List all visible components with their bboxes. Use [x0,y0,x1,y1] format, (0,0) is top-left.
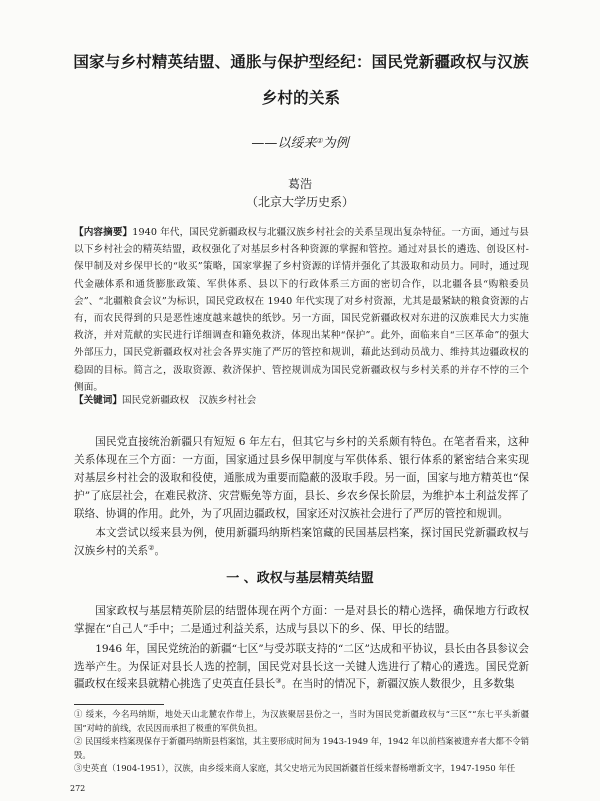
section-footnote-marker: ③ [275,677,282,685]
keywords-label: 【关键词】 [74,395,122,406]
footnote-3-marker: ③ [74,763,83,774]
keywords [74,392,529,409]
abstract-text: 1940 年代，国民党新疆政权与北疆汉族乡村社会的关系呈现出复杂特征。一方面，通过与县以下乡村社会的精英结盟，政权强化了对基层乡村各种资源的掌握和管控。通过对县长的遴选、创设区村-保甲制及对乡保甲长的“收买”策略，国家掌握了乡村资源的详情并强化了其汲取和动员力。同时，通过现代金融体系和通货膨胀政策、军供体系、县以下的行政体系三方面的密切合作，以北疆各县“购粮委员会”、“北疆粮食会议”为标识，国民党政权在 1940 年代实现了对乡村资源，尤其是最紧缺的粮食资源的占有，而农民得到的只是恶性速度越来越快的纸钞。另一方面，国民党新疆政权对东进的汉族难民大力实施救济，并对荒献的实民进行详细调查和籍免救济，体现出某种“保护”。此外，面临来自“三区革命”的强大外部压力，国民党新疆政权对社会各界实施了严厉的管控和规训，藉此达到动员战力、维持其边疆政权的稳固的目标。简言之，汲取资源、救济保护、管控规训成为国民党新疆政权与乡村关系的并存不悖的三个侧面。 [74,227,529,393]
footnote-2-text: 民国绥来档案现保存于新疆玛纳斯县档案馆，其主要形成时间为 1943-1949 年，1942 年以前档案被遗弃者大都不令销毁。 [74,736,529,760]
section-paragraph-1: 国家政权与基层精英阶层的结盟体现在两个方面：一是对县长的精心选择，确保地方行政权掌握在“自己人”手中；二是通过利益关系，达成与县以下的乡、保、甲长的结盟。 [74,605,529,635]
footnote-2-marker: ② [74,736,83,747]
section-heading: 一 、政权与基层精英结盟 [226,571,374,586]
intro-footnote-marker: ② [148,544,155,552]
footnote-divider [74,704,164,705]
footnote-2 [74,735,529,762]
subtitle-footnote-marker: ① [316,137,323,145]
abstract-label: 【内容摘要】 [74,227,133,238]
footnote-3 [74,762,529,776]
section-paragraph-2-end: 。在当时的情况下，新疆汉族人数很少，且多数集 [281,678,515,690]
section-paragraph-2-text: 1946 年，国民党统治的新疆“七区”与受苏联支持的“二区”达成和平协议，县长由各县参议会选举产生。为保证对县长人选的控制，国民党对县长这一关键人选进行了精心的遴选。国民党新疆政权在绥来县就精心挑选了史英直任县长 [74,643,529,690]
footnote-1-text: 绥来，今名玛纳斯，地处天山北麓农作带上，为汉族聚居县份之一，当时为国民党新疆政权与“三区”“东七平头新疆国”对峙的前线，农民因而承担了极重的军供负担。 [74,709,529,733]
subtitle-text: ——以绥来 [251,136,317,151]
footnotes [74,708,529,776]
author-name: 葛浩 [287,177,312,191]
paper-title: 国家与乡村精英结盟、通胀与保护型经纪：国民党新疆政权与汉族乡村的关系 [73,53,529,107]
keywords-text: 国民党新疆政权 汉族乡村社会 [121,395,257,406]
footnote-1-marker: ① [74,709,83,719]
footnote-1 [74,708,529,735]
intro-paragraph-2-end: 。 [154,545,166,557]
section-paragraph-2 [74,641,529,694]
author-affiliation: （北京大学历史系） [245,195,354,209]
intro-paragraph-2 [74,524,529,560]
abstract [74,224,529,396]
intro-paragraph-2-text: 本文尝试以绥来县为例，使用新疆玛纳斯档案馆藏的民国基层档案，探讨国民党新疆政权与汉族乡村的关系 [74,527,529,557]
footnote-3-text: 史英直（1904-1951），汉族，由乡绥来商人家庭，其父史培元为民国新疆首任绥来督杨增新文字，1947-1950 年任 [82,763,516,774]
subtitle-text-end: 为例 [322,136,349,151]
intro-paragraph-1: 国民党直接统治新疆只有短短 6 年左右，但其它与乡村的关系颇有特色。在笔者看来，这种关系体现在三个方面：一方面，国家通过县乡保甲制度与军供体系、银行体系的紧密结合来实现对基层乡村社会的汲取和役使，通胀成为重要而隐蔽的汲取手段。另一面，国家与地方精英也“保护”了底层社会，在难民救济、灾营赈免等方面，县长、乡农乡保长阶层，为维护本土利益发挥了联络、协调的作用。此外，为了巩固边疆政权，国家还对汉族社会进行了严厉的管控和规训。 [74,436,529,520]
page-number: 272 [70,784,86,793]
paper-subtitle [0,132,600,151]
